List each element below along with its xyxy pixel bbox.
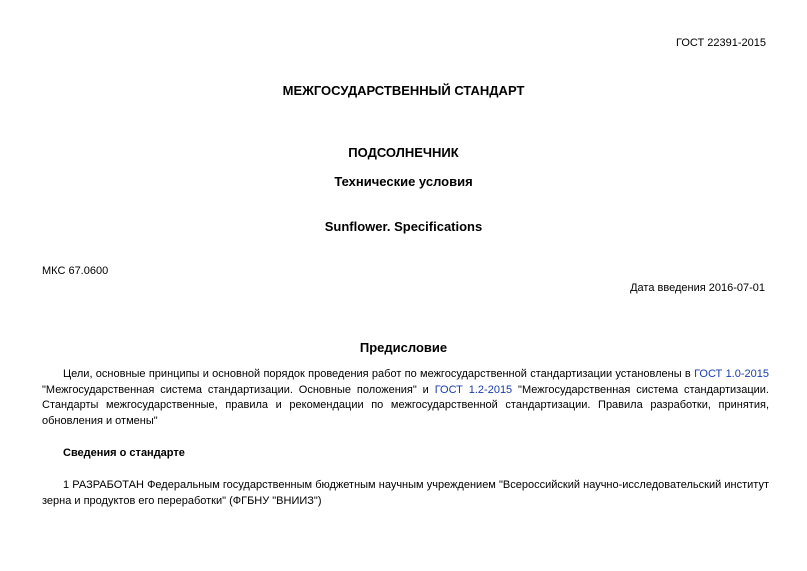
foreword-text-part-c: "Межгосударственная система стандартизации. Стандарты межгосударственные, правила и рекомендации по межгосударственной стандартизации. Правила разработки, принятия, обновления и отмены"	[42, 383, 769, 427]
product-title: ПОДСОЛНЕЧНИК	[348, 145, 459, 160]
foreword-heading: Предисловие	[359, 340, 448, 355]
mks-code: МКС 67.0600	[42, 265, 109, 277]
developer-paragraph: 1 РАЗРАБОТАН Федеральным государственным бюджетным научным учреждением "Всероссийский научно-исследовательский институт зерна и продуктов его переработки" (ФГБНУ "ВНИИЗ")	[42, 479, 769, 507]
document-code: ГОСТ 22391-2015	[676, 37, 766, 49]
standard-type-title: МЕЖГОСУДАРСТВЕННЫЙ СТАНДАРТ	[282, 83, 525, 98]
standard-info-heading: Сведения о стандарте	[63, 447, 185, 459]
english-title: Sunflower. Specifications	[324, 219, 483, 234]
foreword-text-part-b: "Межгосударственная система стандартизации. Основные положения" и	[42, 383, 435, 396]
subtitle: Технические условия	[334, 174, 473, 189]
foreword-paragraph	[42, 367, 769, 429]
foreword-text-part-a: Цели, основные принципы и основной порядок проведения работ по межгосударственной стандартизации установлены в	[63, 368, 695, 380]
gost-1-2-2015-link[interactable]: ГОСТ 1.2-2015	[434, 383, 513, 396]
gost-1-0-2015-link[interactable]: ГОСТ 1.0-2015	[694, 368, 769, 380]
introduction-date: Дата введения 2016-07-01	[630, 282, 765, 294]
